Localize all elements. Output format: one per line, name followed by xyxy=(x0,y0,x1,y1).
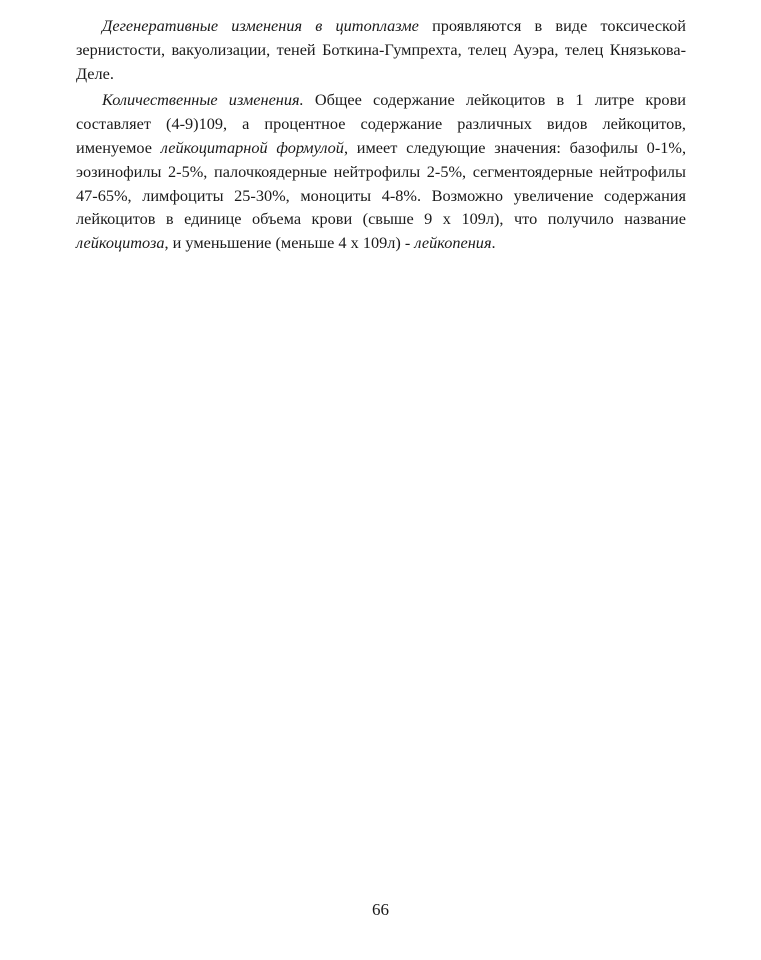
paragraph-text: , и уменьшение (меньше 4 х 109л) - xyxy=(164,233,415,253)
italic-term-leukocyte-formula: лейкоцитарной формулой xyxy=(160,137,344,157)
italic-term-leukocytosis: лейкоцитоза xyxy=(76,233,165,253)
italic-term-leukopenia: лейкопения xyxy=(414,233,492,253)
italic-heading-quantitative: Количественные изменения. xyxy=(102,90,304,110)
paragraph-text: . xyxy=(491,233,496,253)
paragraph-text: Общее содержание лейкоцитов в 1 литре крови составляет (4-9)109, а процентное содержание различных видов лейкоцитов, именуемое xyxy=(76,90,686,157)
paragraph-quantitative-changes xyxy=(76,88,686,255)
paragraph-text: , имеет следующие значения: базофилы 0-1%, эозинофилы 2-5%, палочкоядерные нейтрофилы 2-5%, сегментоядерные нейтрофилы 47-65%, лимфоциты 25-30%, моноциты 4-8%. Возможно увеличение содержания лейкоцитов в единице объема крови (свыше 9 х 109л), что получило название xyxy=(76,137,687,229)
paragraph-text: проявляются в виде токсической зернистости, вакуолизации, теней Боткина-Гумпрехта, телец Ауэра, телец Князькова-Деле. xyxy=(76,16,686,83)
italic-heading-degenerative: Дегенеративные изменения в цитоплазме xyxy=(102,16,419,35)
body-text xyxy=(76,14,686,255)
paragraph-degenerative-changes xyxy=(76,14,686,85)
page-number: 66 xyxy=(372,900,389,919)
